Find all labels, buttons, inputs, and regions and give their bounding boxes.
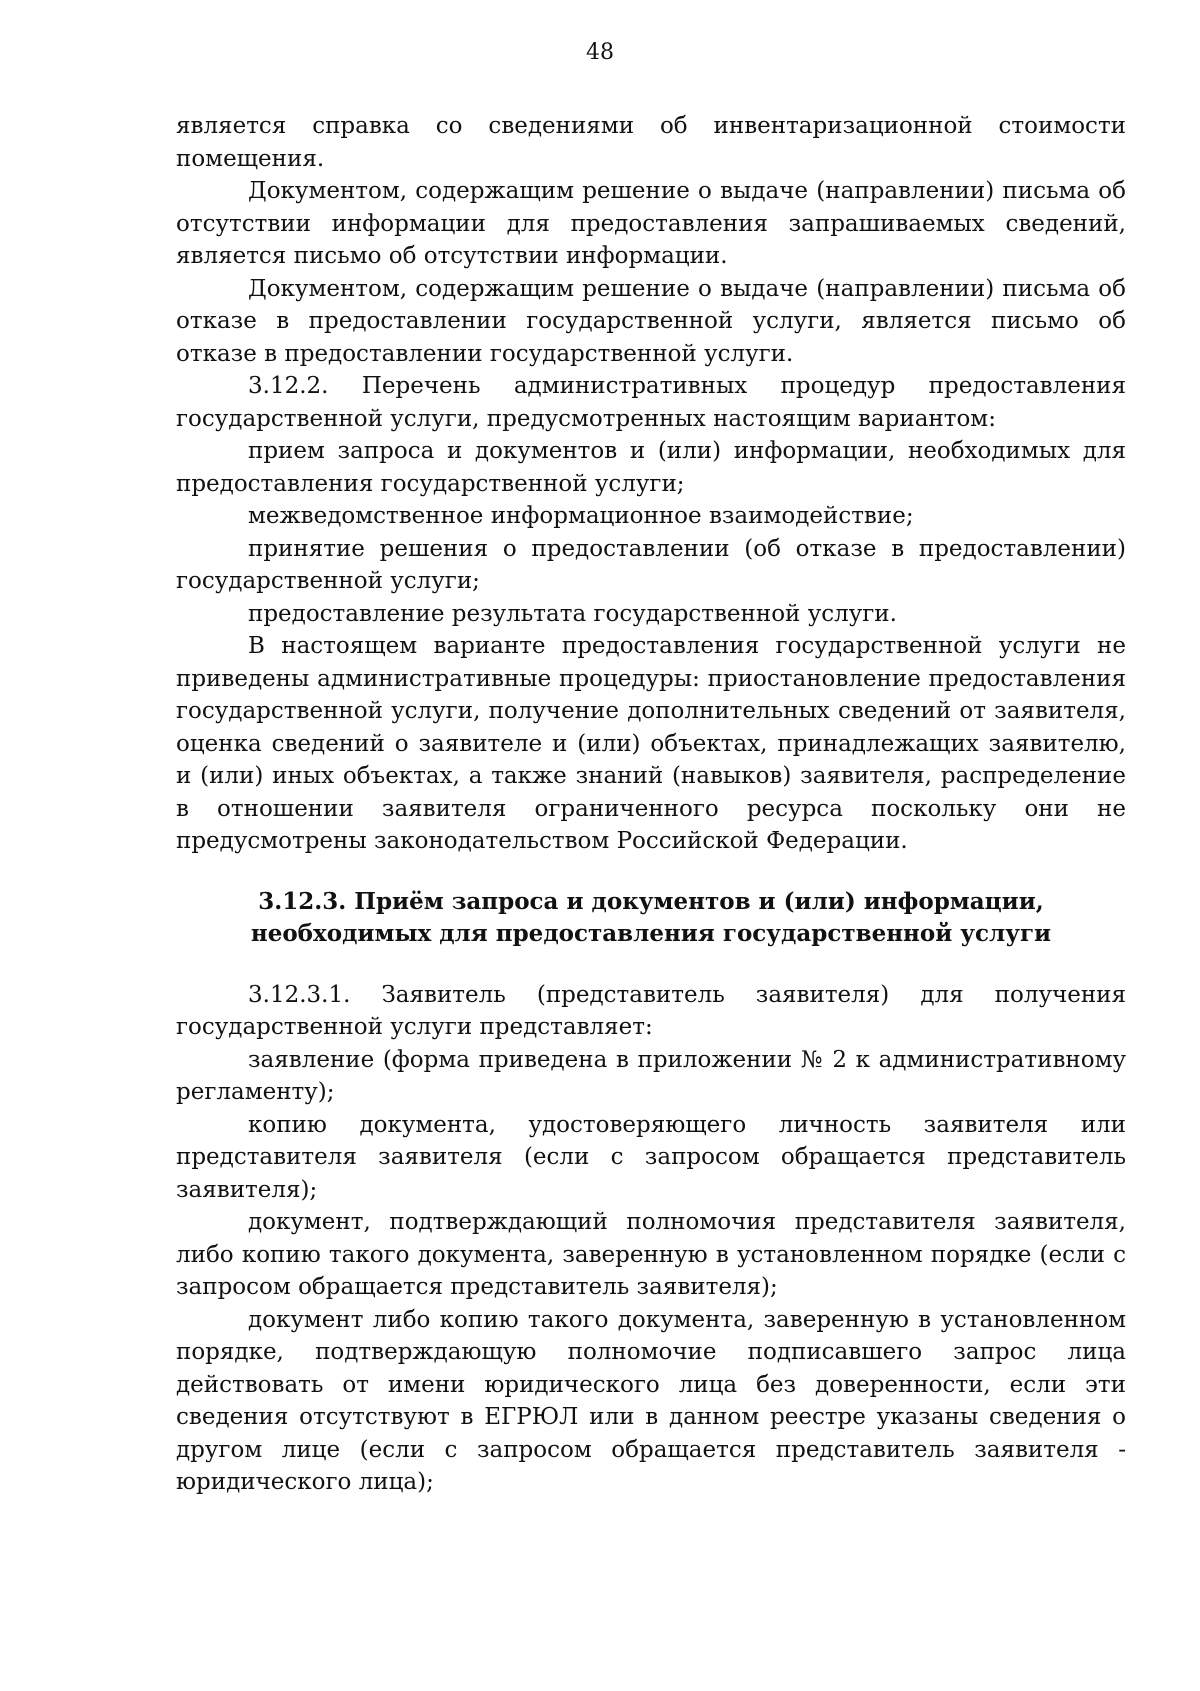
document-body [176,110,1126,1499]
paragraph: заявление (форма приведена в приложении № 2 к административному регламенту); [176,1046,1126,1105]
paragraph: принятие решения о предоставлении (об отказе в предоставлении) государственной услуги; [176,535,1126,594]
paragraph: Документом, содержащим решение о выдаче (направлении) письма об отсутствии информации для предоставления запрашиваемых сведений, является письмо об отсутствии информации. [176,178,1126,269]
page-number: 48 [586,40,614,65]
paragraph: является справка со сведениями об инвентаризационной стоимости помещения. [176,113,1126,172]
paragraph: В настоящем варианте предоставления государственной услуги не приведены административные процедуры: приостановление предоставления государственной услуги, получение дополнительных сведений от заявителя, оценка сведений о заявителе и (или) объектах, принадлежащих заявителю, и (или) иных объектах, а также знаний (навыков) заявителя, распределение в отношении заявителя ограниченного ресурса поскольку они не предусмотрены законодательством Российской Федерации. [176,633,1126,854]
paragraph: Документом, содержащим решение о выдаче (направлении) письма об отказе в предоставлении государственной услуги, является письмо об отказе в предоставлении государственной услуги. [176,275,1126,367]
paragraph: межведомственное информационное взаимодействие; [248,503,914,529]
paragraph: предоставление результата государственной услуги. [248,600,897,627]
paragraph: 3.12.2. Перечень административных процедур предоставления государственной услуги, предусмотренных настоящим вариантом: [176,373,1126,432]
section-heading-line: 3.12.3. Приём запроса и документов и (или) информации, [258,887,1044,915]
paragraph: 3.12.3.1. Заявитель (представитель заявителя) для получения государственной услуги представляет: [176,981,1126,1040]
paragraph: документ либо копию такого документа, заверенную в установленном порядке, подтверждающую полномочие подписавшего запрос лица действовать от имени юридического лица без доверенности, если эти сведения отсутствуют в ЕГРЮЛ или в данном реестре указаны сведения о другом лице (если с запросом обращается представитель заявителя - юридического лица); [176,1306,1126,1495]
paragraphs-after [176,979,1126,1499]
paragraph: прием запроса и документов и (или) информации, необходимых для предоставления государственной услуги; [176,438,1126,497]
paragraph: копию документа, удостоверяющего личность заявителя или представителя заявителя (если с запросом обращается представитель заявителя); [176,1111,1126,1203]
paragraphs-before [176,110,1126,858]
section-heading [176,886,1126,951]
paragraph: документ, подтверждающий полномочия представителя заявителя, либо копию такого документа, заверенную в установленном порядке (если с запросом обращается представитель заявителя); [176,1209,1126,1300]
section-heading-line: необходимых для предоставления государственной услуги [250,920,1052,947]
